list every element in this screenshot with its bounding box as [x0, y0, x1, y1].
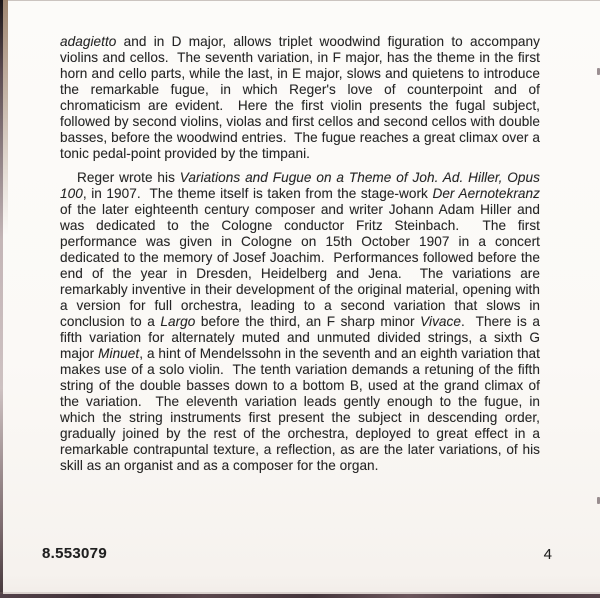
text-segment: , in 1907. The theme itself is taken from the stage-work [82, 186, 433, 201]
catalog-number: 8.553079 [42, 545, 107, 562]
largo-term-italic: Largo [160, 314, 196, 329]
paragraph-1 [60, 34, 540, 162]
text-segment: , a hint of Mendelssohn in the seventh and an eighth variation that makes use of a solo violin. The tenth variation demands a retuning of the fifth string of the double basses down to a bottom B, used at the grand climax of the variation. The eleventh variation leads gently enough to the fugue, in which the string instruments first present the subject in descending order, gradually joined by the rest of the orchestra, deployed to great effect in a remarkable contrapuntal texture, a reflection, as are the later variations, of his skill as an organist and as a composer for the organ. [60, 346, 540, 473]
minuet-term-italic: Minuet [98, 346, 140, 361]
tempo-marking-italic: adagietto [60, 34, 117, 49]
bottom-page-edge [0, 594, 600, 598]
text-segment: . There is a fifth variation for alternately muted and unmuted divided strings, a sixth G major [60, 314, 540, 361]
text-segment: and in D major, allows triplet woodwind figuration to accompany violins and cellos. The seventh variation, in F major, has the theme in the first horn and cello parts, while the last, in E major, slows and quietens to introduce the remarkable fugue, in which Reger's love of counterpoint and of chromaticism are evident. Here the first violin presents the fugal subject, followed by second violins, violas and first cellos and second cellos with double basses, before the woodwind entries. The fugue reaches a great climax over a tonic pedal-point provided by the timpani. [60, 34, 540, 161]
work-title-italic: Variations and Fugue on a Theme of Joh. Ad. Hiller, Opus 100 [60, 170, 540, 201]
page-number: 4 [543, 546, 552, 563]
text-segment: before the third, an F sharp minor [195, 314, 421, 329]
stage-work-title-italic: Der Aernotekranz [432, 186, 540, 201]
text-segment: of the later eighteenth century composer and writer Johann Adam Hiller and was dedicated to the Cologne conductor Fritz Steinbach. The first performance was given in Cologne on 15th October 1907 in a concert dedicated to the memory of Josef Joachim. Performances followed before the end of the year in Dresden, Heidelberg and Jena. The variations are remarkably inventive in their development of the original material, opening with a version for full orchestra, leading to a second variation that slows in conclusion to a [60, 202, 540, 329]
body-text [60, 34, 540, 474]
top-page-edge [0, 0, 600, 1]
vivace-term-italic: Vivace [420, 314, 461, 329]
text-segment: Reger wrote his [77, 170, 180, 185]
left-tan-scan-edge [3, 0, 8, 235]
paragraph-2 [60, 170, 540, 474]
